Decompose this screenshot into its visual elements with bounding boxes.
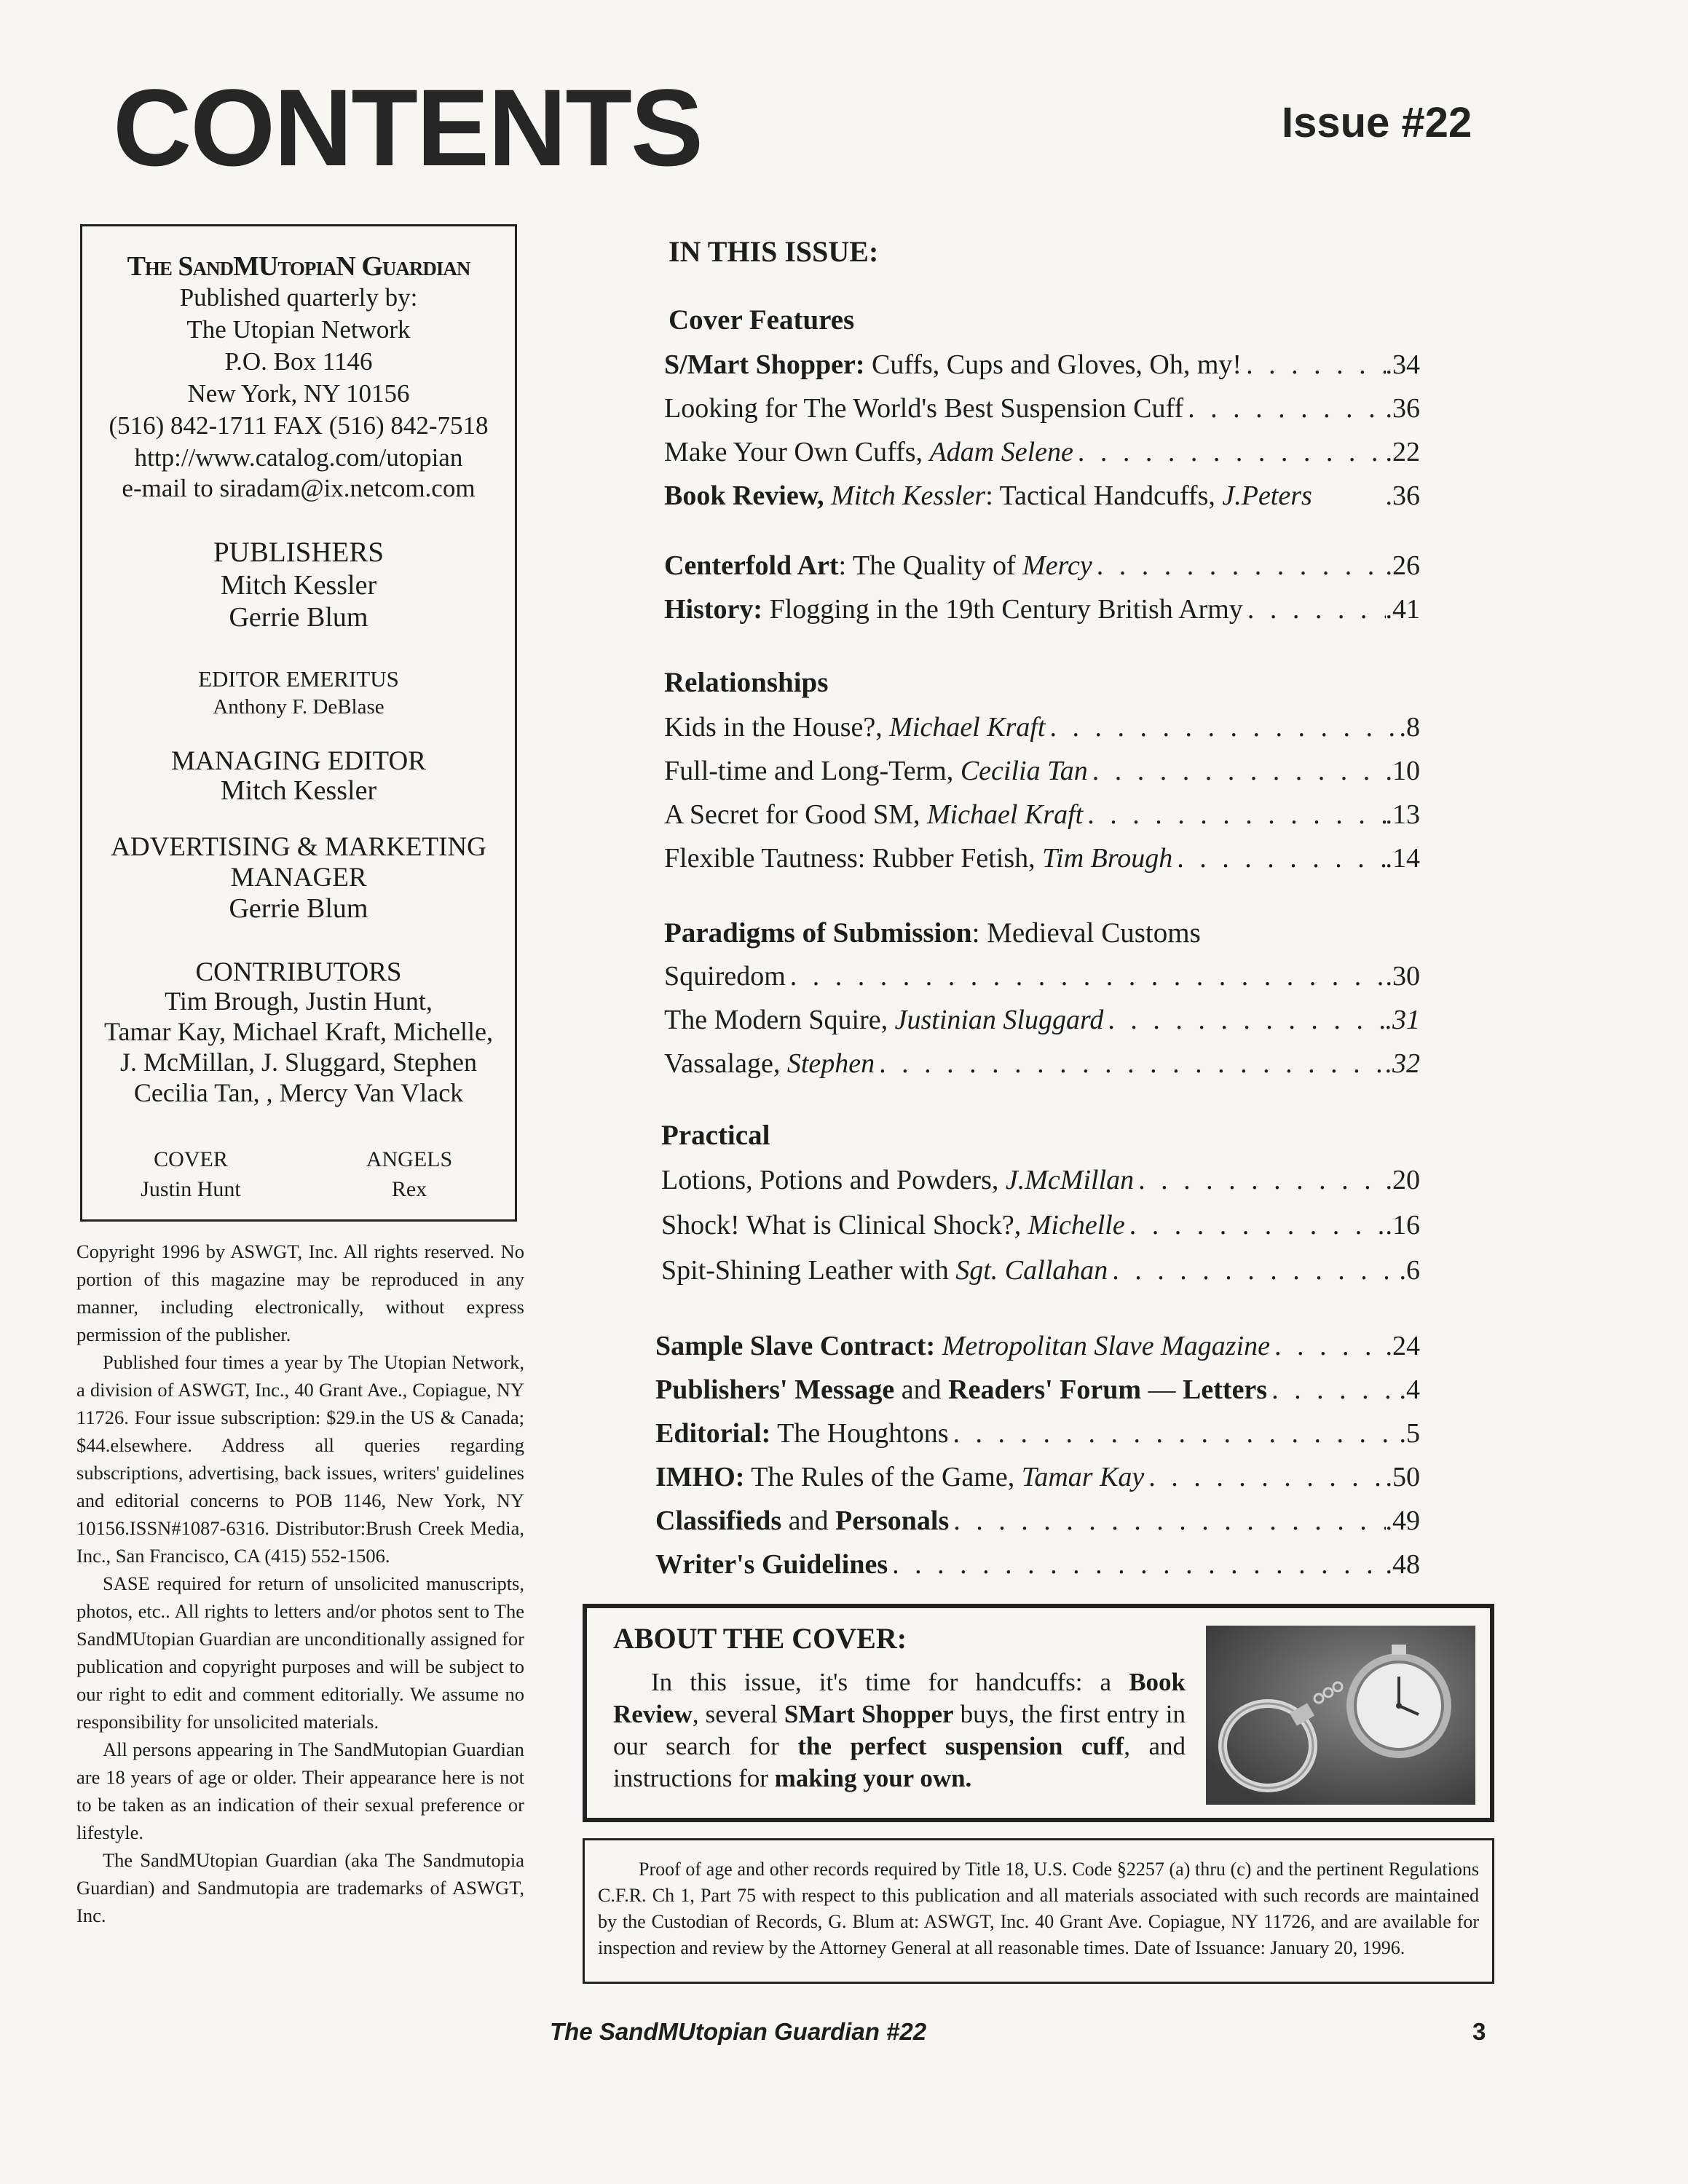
angels-credit: [326, 1145, 493, 1204]
network-name: The Utopian Network: [186, 315, 411, 344]
page-number: .8: [1399, 712, 1420, 743]
entry-title: Vassalage,: [664, 1048, 787, 1079]
toc-entry[interactable]: [664, 713, 1420, 741]
leader-dots: [1242, 351, 1385, 379]
po-box: P.O. Box 1146: [224, 347, 373, 376]
copyright-paragraph: Copyright 1996 by ASWGT, Inc. All rights reserved. No portion of this magazine may be reproduced in any manner, including electronically, without express permission of the publisher.: [76, 1241, 524, 1345]
entry-section: Classifieds: [655, 1506, 782, 1536]
advertising-heading: ADVERTISING & MARKETING: [111, 832, 486, 862]
leader-dots: [1092, 552, 1386, 579]
toc-heading: IN THIS ISSUE:: [669, 235, 879, 268]
page-number: .10: [1385, 756, 1420, 786]
entry-section: Letters: [1183, 1374, 1268, 1405]
page-number: .16: [1385, 1210, 1420, 1241]
entry-section: Centerfold Art: [664, 550, 839, 581]
editor-emeritus-name: Anthony F. DeBlase: [213, 695, 384, 719]
page-number: .6: [1399, 1255, 1420, 1286]
about-text-bold: making your own.: [774, 1764, 972, 1792]
toc-entry[interactable]: [661, 1257, 1420, 1284]
page-number: .41: [1385, 594, 1420, 625]
publication-name: The SandMUtopiaN Guardian: [127, 251, 470, 282]
page-number: .26: [1385, 550, 1420, 581]
city: New York, NY 10156: [187, 379, 410, 408]
section-practical: Practical: [661, 1120, 770, 1151]
entry-title: The Houghtons: [770, 1418, 949, 1449]
toc-entry[interactable]: [664, 844, 1420, 872]
entry-title: and: [781, 1506, 836, 1536]
publisher-name: Mitch Kessler: [220, 570, 377, 601]
managing-editor-name: Mitch Kessler: [220, 775, 377, 806]
entry-section: Sample Slave Contract:: [655, 1331, 936, 1361]
leader-dots: [1108, 1257, 1399, 1284]
entry-title: Spit-Shining Leather with: [661, 1255, 956, 1286]
managing-editor-heading: MANAGING EDITOR: [171, 746, 426, 776]
advertising-heading: MANAGER: [230, 863, 367, 893]
publisher-name: Gerrie Blum: [229, 602, 368, 633]
cover-photo: [1206, 1626, 1475, 1805]
about-text-bold: Book Review: [613, 1668, 1186, 1728]
entry-section: Publishers' Message: [655, 1374, 895, 1405]
toc-entry[interactable]: [664, 596, 1420, 623]
entry-section: Personals: [835, 1506, 950, 1536]
email: e-mail to siradam@ix.netcom.com: [122, 474, 476, 502]
entry-author: Mercy: [1022, 550, 1092, 581]
entry-author: Michelle: [1028, 1210, 1125, 1241]
entry-section: Writer's Guidelines: [655, 1549, 888, 1580]
leader-dots: [1243, 596, 1386, 623]
entry-author: Justinian Sluggard: [894, 1005, 1104, 1035]
page-number: .30: [1385, 961, 1420, 992]
toc-entry[interactable]: [655, 1420, 1420, 1447]
page-number: .24: [1385, 1331, 1420, 1361]
page-number: .14: [1385, 843, 1420, 874]
entry-author: Tamar Kay: [1021, 1462, 1145, 1492]
entry-section: IMHO:: [655, 1462, 745, 1492]
phone-fax: (516) 842-1711 FAX (516) 842-7518: [109, 411, 489, 440]
entry-section: S/Mart Shopper:: [664, 349, 865, 380]
toc-entry[interactable]: [664, 482, 1420, 510]
advertising-manager-name: Gerrie Blum: [229, 893, 368, 924]
leader-dots: [1103, 1006, 1385, 1034]
about-text-part: , several: [692, 1700, 784, 1728]
toc-entry[interactable]: [664, 1006, 1420, 1034]
section-paradigms-subtitle: : Medieval Customs: [971, 917, 1201, 949]
toc-entry[interactable]: [664, 351, 1420, 379]
entry-title: Flexible Tautness: Rubber Fetish,: [664, 843, 1043, 874]
leader-dots: [888, 1551, 1385, 1578]
leader-dots: [786, 962, 1386, 990]
page-title: CONTENTS: [113, 66, 702, 189]
entry-title: Metropolitan Slave Magazine: [935, 1331, 1270, 1361]
leader-dots: [1172, 844, 1385, 872]
entry-author: Mitch Kessler: [831, 480, 986, 511]
section-cover-features: Cover Features: [669, 304, 855, 336]
section-paradigms: [664, 919, 1201, 947]
records-notice: Proof of age and other records required by Title 18, U.S. Code §2257 (a) thru (c) and the pertinent Regulations C.F.R. Ch 1, Part 75 with respect to this publication and all materials associated with such records are maintained by the Custodian of Records, G. Blum at: ASWGT, Inc. 40 Grant Ave. Copiague, NY 11726, and are available for inspection and review by the Attorney General at all reasonable times. Date of Issuance: January 20, 1996.: [598, 1859, 1479, 1958]
contributors-line: Tim Brough, Justin Hunt,: [165, 986, 433, 1016]
page-number: .32: [1385, 1048, 1420, 1079]
entry-title: The Rules of the Game,: [744, 1462, 1022, 1492]
about-text-part: buys, the first entry in our search for: [613, 1700, 1186, 1760]
leader-dots: [1073, 438, 1386, 466]
page-number: .31: [1385, 1005, 1420, 1035]
toc-entry[interactable]: [655, 1551, 1420, 1578]
entry-section: Book Review,: [664, 480, 832, 511]
entry-title: and: [894, 1374, 949, 1405]
entry-title: Looking for The World's Best Suspension Cuff: [664, 393, 1184, 424]
leader-dots: [1046, 713, 1400, 741]
page-number: .4: [1399, 1374, 1420, 1405]
toc-entry[interactable]: [655, 1332, 1420, 1360]
page-number: .50: [1385, 1462, 1420, 1492]
contributors-heading: CONTRIBUTORS: [195, 957, 402, 987]
about-text: [613, 1666, 1186, 1795]
leader-dots: [1125, 1211, 1386, 1239]
publishers-heading: PUBLISHERS: [213, 537, 384, 568]
about-text-part: In this issue, it's time for handcuffs: a: [651, 1668, 1129, 1696]
age-paragraph: All persons appearing in The SandMutopian Guardian are 18 years of age or older. Their appearance here is not to be taken as an indication of their sexual preference or lifestyle.: [76, 1738, 524, 1843]
entry-title: Kids in the House?,: [664, 712, 890, 743]
footer-page-number: 3: [1472, 2018, 1486, 2045]
about-the-cover-box: [583, 1604, 1494, 1822]
editor-emeritus-heading: EDITOR EMERITUS: [198, 666, 399, 692]
toc-entry[interactable]: [664, 962, 1420, 990]
leader-dots: [1134, 1166, 1385, 1194]
sase-paragraph: SASE required for return of unsolicited manuscripts, photos, etc.. All rights to letters and/or photos sent to The SandMUtopian Guardian are unconditionally assigned for publication and copyright purposes and will be subject to our right to edit and comment editorially. We assume no responsibility for unsolicited materials.: [76, 1572, 524, 1733]
leader-dots: [1267, 1376, 1399, 1404]
footer-publication: The SandMUtopian Guardian #22: [550, 2018, 927, 2045]
published-by: Published quarterly by:: [179, 283, 418, 312]
page-number: .20: [1385, 1165, 1420, 1195]
records-notice-box: [583, 1838, 1494, 1984]
entry-title: Lotions, Potions and Powders,: [661, 1165, 1006, 1195]
toc-entry[interactable]: [664, 552, 1420, 579]
contributors-line: Tamar Kay, Michael Kraft, Michelle,: [104, 1017, 493, 1046]
toc-entry[interactable]: [664, 395, 1420, 422]
entry-title: A Secret for Good SM,: [664, 799, 927, 830]
trademark-paragraph: The SandMUtopian Guardian (aka The Sandmutopia Guardian) and Sandmutopia are trademarks of ASWGT, Inc.: [76, 1849, 524, 1926]
page-number: .36: [1385, 480, 1420, 511]
entry-title: The Modern Squire,: [664, 1005, 895, 1035]
legal-notice: [76, 1238, 524, 1929]
entry-title: —: [1141, 1374, 1183, 1405]
toc-entry[interactable]: [664, 1050, 1420, 1077]
handcuffs-clock-illustration: [1206, 1626, 1475, 1805]
entry-author: J.Peters: [1222, 480, 1312, 511]
entry-title: : Tactical Handcuffs,: [985, 480, 1223, 511]
entry-author: Cecilia Tan: [960, 756, 1088, 786]
entry-title: Flogging in the 19th Century British Army: [762, 594, 1243, 625]
leader-dots: [949, 1420, 1400, 1447]
entry-author: Michael Kraft: [889, 712, 1046, 743]
leader-dots: [1088, 757, 1386, 785]
website: http://www.catalog.com/utopian: [134, 443, 463, 472]
page-number: .49: [1385, 1506, 1420, 1536]
about-title: ABOUT THE COVER:: [613, 1622, 907, 1655]
entry-section: Editorial:: [655, 1418, 771, 1449]
leader-dots: [949, 1507, 1385, 1535]
entry-author: Tim Brough: [1042, 843, 1173, 874]
entry-author: Stephen: [786, 1048, 875, 1079]
page-number: .34: [1385, 349, 1420, 380]
publication-info-paragraph: Published four times a year by The Utopian Network, a division of ASWGT, Inc., 40 Grant Ave., Copiague, NY 11726. Four issue subscription: $29.in the US & Canada; $44.elsewhere. Address all queries regarding subscriptions, advertising, back issues, writers' guidelines and editorial concerns to POB 1146, New York, NY 10156.ISSN#1087-6316. Distributor:Brush Creek Media, Inc., San Francisco, CA (415) 552-1506.: [76, 1351, 524, 1567]
toc-entry[interactable]: [661, 1211, 1420, 1239]
toc-entry[interactable]: [655, 1463, 1420, 1491]
page-number: .36: [1385, 393, 1420, 424]
entry-author: J.McMillan: [1005, 1165, 1135, 1195]
entry-section: Readers' Forum: [948, 1374, 1142, 1405]
masthead-box: [80, 224, 517, 1222]
angels-heading: ANGELS: [366, 1147, 453, 1171]
contributors-line: J. McMillan, J. Sluggard, Stephen: [120, 1048, 477, 1077]
entry-title: Cuffs, Cups and Gloves, Oh, my!: [864, 349, 1242, 380]
contributors-line: Cecilia Tan, , Mercy Van Vlack: [133, 1078, 464, 1107]
entry-author: Michael Kraft: [926, 799, 1084, 830]
entry-title: Full-time and Long-Term,: [664, 756, 961, 786]
about-text-bold: the perfect suspension cuff: [797, 1732, 1124, 1760]
entry-section: History:: [664, 594, 763, 625]
angels-name: Rex: [391, 1176, 427, 1201]
entry-title: : The Quality of: [838, 550, 1023, 581]
toc-entry[interactable]: [655, 1376, 1420, 1404]
toc-entry[interactable]: [664, 801, 1420, 828]
toc-entry[interactable]: [664, 438, 1420, 466]
entry-author: Sgt. Callahan: [955, 1255, 1108, 1286]
entry-title: Squiredom: [664, 961, 786, 992]
page-number: .22: [1385, 437, 1420, 467]
section-paradigms-title: Paradigms of Submission: [664, 917, 972, 949]
page-number: .5: [1399, 1418, 1420, 1449]
cover-name: Justin Hunt: [141, 1176, 241, 1201]
leader-dots: [1144, 1463, 1385, 1491]
toc-entry[interactable]: [655, 1507, 1420, 1535]
entry-title: Shock! What is Clinical Shock?,: [661, 1210, 1028, 1241]
leader-dots: [1270, 1332, 1386, 1360]
entry-author: Adam Selene: [929, 437, 1073, 467]
entry-title: Make Your Own Cuffs,: [664, 437, 930, 467]
cover-credit: [107, 1145, 275, 1204]
about-text-bold: SMart Shopper: [784, 1700, 954, 1728]
leader-dots: [875, 1050, 1385, 1077]
cover-heading: COVER: [154, 1147, 228, 1171]
leader-dots: [1183, 395, 1385, 422]
page-number: .48: [1385, 1549, 1420, 1580]
page-number: .13: [1385, 799, 1420, 830]
section-relationships: Relationships: [664, 667, 829, 698]
toc-entry[interactable]: [664, 757, 1420, 785]
toc-entry[interactable]: [661, 1166, 1420, 1194]
issue-number: Issue #22: [1282, 99, 1472, 146]
leader-dots: [1083, 801, 1385, 828]
about-text-part: , and instructions for: [613, 1732, 1186, 1792]
